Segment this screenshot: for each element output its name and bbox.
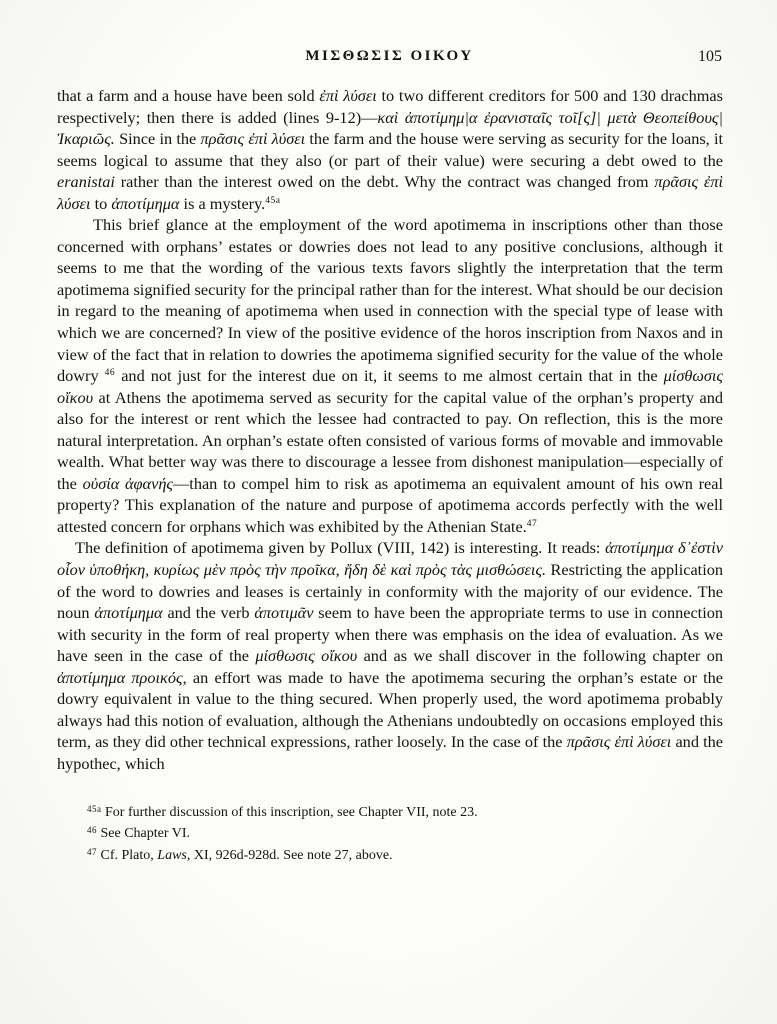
- footnotes: [57, 802, 723, 867]
- greek-or-italic-text-run: μίσθωσις οἴκου: [57, 366, 724, 407]
- text-run: to: [90, 193, 112, 213]
- paragraphs-container: [57, 85, 723, 775]
- page-number: 105: [698, 48, 722, 65]
- paragraph: [57, 537, 723, 774]
- greek-or-italic-text-run: πρᾶσις ἐπὶ λύσει: [57, 172, 724, 213]
- footnote: [57, 845, 723, 867]
- greek-or-italic-text-run: οὐσία ἀφανής: [82, 473, 174, 493]
- footnote: [57, 802, 723, 824]
- greek-or-italic-text-run: ἀποτίμημα: [94, 603, 163, 623]
- greek-or-italic-text-run: πρᾶσις ἐπὶ λύσει: [200, 129, 306, 149]
- greek-or-italic-text-run: καὶ ἀποτίμημ|α ἐρανισταῖς τοῖ[ς]| μετὰ Θεοπείθους| Ἰκαριῶς.: [57, 107, 723, 149]
- footnote-ref: 47: [526, 518, 538, 529]
- text-run: and as we shall discover in the following chapter on: [357, 646, 724, 666]
- greek-or-italic-text-run: eranistai: [57, 172, 115, 192]
- text-run: and the verb: [162, 603, 255, 623]
- text-run: seem to have been the appropriate terms to use in connection with security in the form of real property when there was emphasis on the idea of evaluation. As we have seen in the case of the: [57, 603, 724, 666]
- greek-or-italic-text-run: Laws: [157, 847, 187, 863]
- text-run: See Chapter VI.: [97, 826, 191, 841]
- text-run: For further discussion of this inscription, see Chapter VII, note 23.: [101, 804, 478, 820]
- footnote-marker: 45a: [87, 803, 102, 814]
- text-run: that a farm and a house have been sold: [57, 86, 320, 105]
- text-run: and the hypothec, which: [57, 732, 724, 773]
- footnote-ref: 45a: [265, 195, 281, 206]
- paragraph: [57, 85, 723, 214]
- text-run: at Athens the apotimema served as security for the capital value of the orphan’s property and also for the interest or rent which the lessee had contracted to pay. On reflection, this is the more natural interpretation. An orphan’s estate often consisted of various forms of movable and immovable wealth. What better way was there to discourage a lessee from dishonest manipulation—especially of the: [57, 387, 723, 493]
- greek-or-italic-text-run: ἀποτίμημα προικός: [57, 667, 183, 687]
- greek-or-italic-text-run: ἀποτίμημα δ᾽ἐστὶν οἷον ὑποθήκη, κυρίως μὲν πρὸς τὴν προῖκα, ἤδη δὲ καὶ πρὸς τὰς μισθώσεις.: [57, 538, 723, 580]
- greek-or-italic-text-run: ἀποτιμᾶν: [254, 603, 314, 623]
- text-run: The definition of apotimema given by Pollux (VIII, 142) is interesting. It reads:: [75, 538, 606, 558]
- text-run: rather than the interest owed on the debt. Why the contract was changed from: [114, 172, 655, 192]
- footnote-ref: 46: [104, 368, 116, 379]
- text-run: Since in the: [114, 129, 201, 149]
- body-text: [57, 85, 723, 866]
- running-title: ΜΙΣΘΩΣΙΣ ΟΙΚΟΥ: [305, 48, 474, 64]
- greek-or-italic-text-run: πρᾶσις ἐπὶ λύσει: [566, 732, 672, 752]
- text-run: the farm and the house were serving as security for the loans, it seems logical to assume that they also (or part of their value) were securing a debt owed to the: [57, 129, 724, 170]
- text-run: is a mystery.: [179, 193, 266, 213]
- text-run: Restricting the application of the word to dowries and leases is certainly in conformity with the majority of our evidence. The noun: [57, 560, 723, 623]
- text-run: This brief glance at the employment of the word apotimema in inscriptions other than those concerned with orphans’ estates or dowries does not lead to any positive conclusions, although it seems to me that the wording of the various texts favors slightly the interpretation that the term apotimema signified security for the principal rather than for the interest. What should be our decision in regard to the meaning of apotimema when used in connection with the special type of lease with which we are concerned? In view of the positive evidence of the horos inscription from Naxos and in view of the fact that in relation to dowries the apotimema signified security for the value of the whole dowry: [57, 215, 723, 386]
- text-run: Cf. Plato,: [97, 847, 158, 863]
- paragraph: [57, 214, 723, 537]
- greek-or-italic-text-run: μίσθωσις οἴκου: [255, 646, 358, 666]
- text-run: , an effort was made to have the apotimema securing the orphan’s estate or the dowry equivalent in value to the thing secured. When properly used, the word apotimema probably always had this notion of evaluation, although the Athenians undoubtedly on occasions employed this term, as they did other technical expressions, rather loosely. In the case of the: [57, 667, 723, 752]
- footnote: [57, 823, 723, 845]
- footnote-marker: 46: [87, 825, 97, 835]
- footnote-marker: 47: [87, 846, 97, 857]
- running-header: [57, 48, 722, 68]
- greek-or-italic-text-run: ἐπὶ λύσει: [319, 86, 377, 105]
- text-run: to two different creditors for 500 and 130 drachmas respectively; then there is added (lines 9-12)—: [57, 86, 723, 127]
- text-run: , XI, 926d-928d. See note 27, above.: [186, 847, 393, 863]
- text-run: —than to compel him to risk as apotimema an equivalent amount of his own real property? This explanation of the nature and purpose of apotimema accords perfectly with the well attested concern for orphans which was exhibited by the Athenian State.: [57, 473, 723, 536]
- text-run: and not just for the interest due on it, it seems to me almost certain that in the: [115, 366, 664, 386]
- greek-or-italic-text-run: ἀποτίμημα: [111, 193, 180, 213]
